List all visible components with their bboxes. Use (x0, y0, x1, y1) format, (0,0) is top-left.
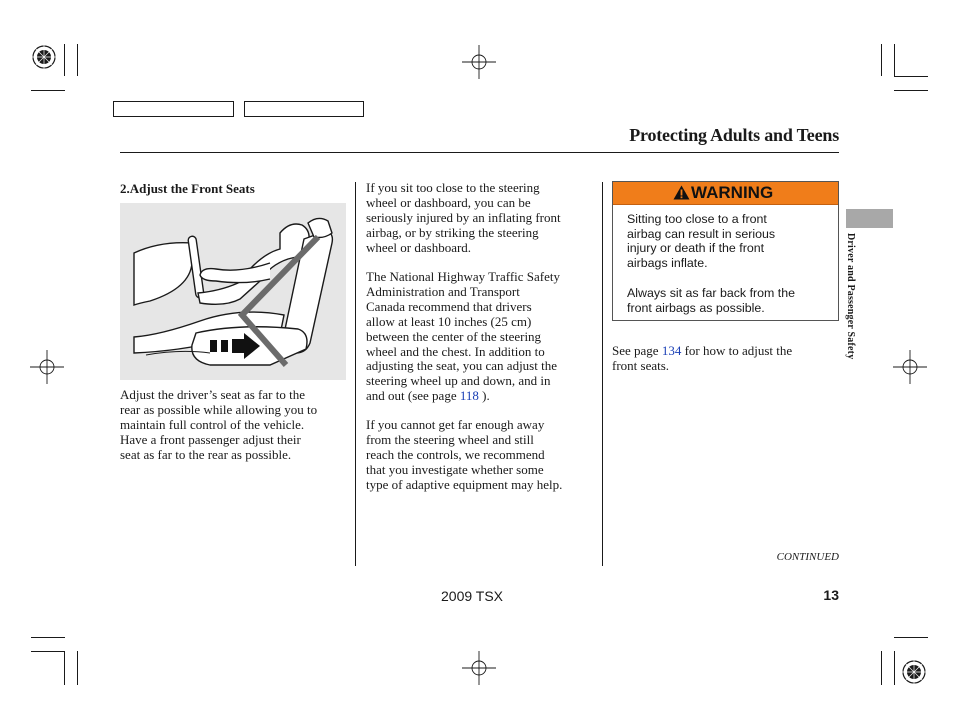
header-tab-box (113, 101, 234, 117)
text-line: wheel or dashboard. (366, 239, 472, 255)
text-line: wheel and the chest. In addition to (366, 343, 545, 359)
text-line: Administration and Transport (366, 283, 520, 299)
text-line: Canada recommend that drivers (366, 298, 532, 314)
column-divider (602, 182, 603, 566)
text-line: The National Highway Traffic Safety (366, 269, 560, 284)
text-line: front seats. (612, 357, 670, 373)
text-line: type of adaptive equipment may help. (366, 476, 563, 492)
text-line: between the center of the steering (366, 328, 542, 344)
text-line: maintain full control of the vehicle. (120, 416, 305, 432)
text-fragment: See page (612, 343, 662, 358)
middle-paragraph-1 (366, 181, 561, 256)
text-fragment: for how to adjust the (681, 343, 793, 358)
text-line: airbags inflate. (627, 255, 708, 270)
page-134-link[interactable]: 134 (661, 343, 682, 358)
text-line: airbag can result in serious (627, 226, 776, 241)
title-divider (120, 152, 839, 153)
warning-text-1 (627, 212, 775, 270)
section-tab (846, 209, 893, 228)
text-line: rear as possible while allowing you to (120, 401, 318, 417)
crosshair-icon (893, 350, 927, 384)
text-line (612, 344, 792, 359)
text-line: If you sit too close to the steering (366, 180, 540, 195)
crosshair-icon (462, 651, 496, 685)
middle-paragraph-3 (366, 418, 562, 493)
text-line: Have a front passenger adjust their (120, 431, 301, 447)
text-line: seriously injured by an inflating front (366, 209, 561, 225)
left-paragraph (120, 388, 317, 463)
warning-triangle-icon (673, 185, 690, 200)
warning-text-2 (627, 286, 795, 315)
text-line: adjusting the seat, you can adjust the (366, 358, 557, 374)
driver-seat-illustration-icon (120, 203, 346, 380)
text-fragment: ). (478, 388, 490, 404)
registration-target-icon (31, 44, 57, 70)
text-line: airbag, or by striking the steering (366, 224, 539, 240)
crosshair-icon (30, 350, 64, 384)
text-line: reach the controls, we recommend (366, 446, 545, 462)
text-line: allow at least 10 inches (25 cm) (366, 313, 532, 329)
warning-box (612, 181, 839, 321)
text-line: wheel or dashboard, you can be (366, 194, 531, 210)
text-fragment: and out (see page (366, 388, 460, 404)
page-number: 13 (823, 587, 839, 603)
header-tab-box (244, 101, 364, 117)
text-line: Sitting too close to a front (627, 212, 767, 226)
text-line: steering wheel up and down, and in (366, 373, 551, 389)
page-title: Protecting Adults and Teens (629, 125, 839, 145)
see-page-note (612, 344, 792, 374)
warning-label: WARNING (691, 183, 774, 202)
text-line: Adjust the driver’s seat as far to the (120, 387, 305, 402)
continued-label: CONTINUED (776, 551, 839, 563)
text-line: If you cannot get far enough away (366, 417, 545, 432)
text-line: seat as far to the rear as possible. (120, 446, 292, 462)
section-heading: 2.Adjust the Front Seats (120, 181, 255, 196)
text-line: Always sit as far back from the (627, 286, 796, 300)
warning-banner (613, 182, 838, 205)
text-line (366, 389, 560, 404)
middle-paragraph-2 (366, 270, 560, 404)
text-line: injury or death if the front (627, 241, 765, 256)
footer-model: 2009 TSX (441, 588, 504, 604)
crosshair-icon (462, 45, 496, 79)
text-line: front airbags as possible. (627, 300, 765, 315)
page-118-link[interactable]: 118 (459, 388, 479, 404)
registration-target-icon (901, 659, 927, 685)
column-divider (355, 182, 356, 566)
section-side-label: Driver and Passenger Safety (845, 233, 856, 360)
text-line: that you investigate whether some (366, 461, 544, 477)
seat-adjustment-illustration (120, 203, 346, 380)
text-line: from the steering wheel and still (366, 431, 534, 447)
